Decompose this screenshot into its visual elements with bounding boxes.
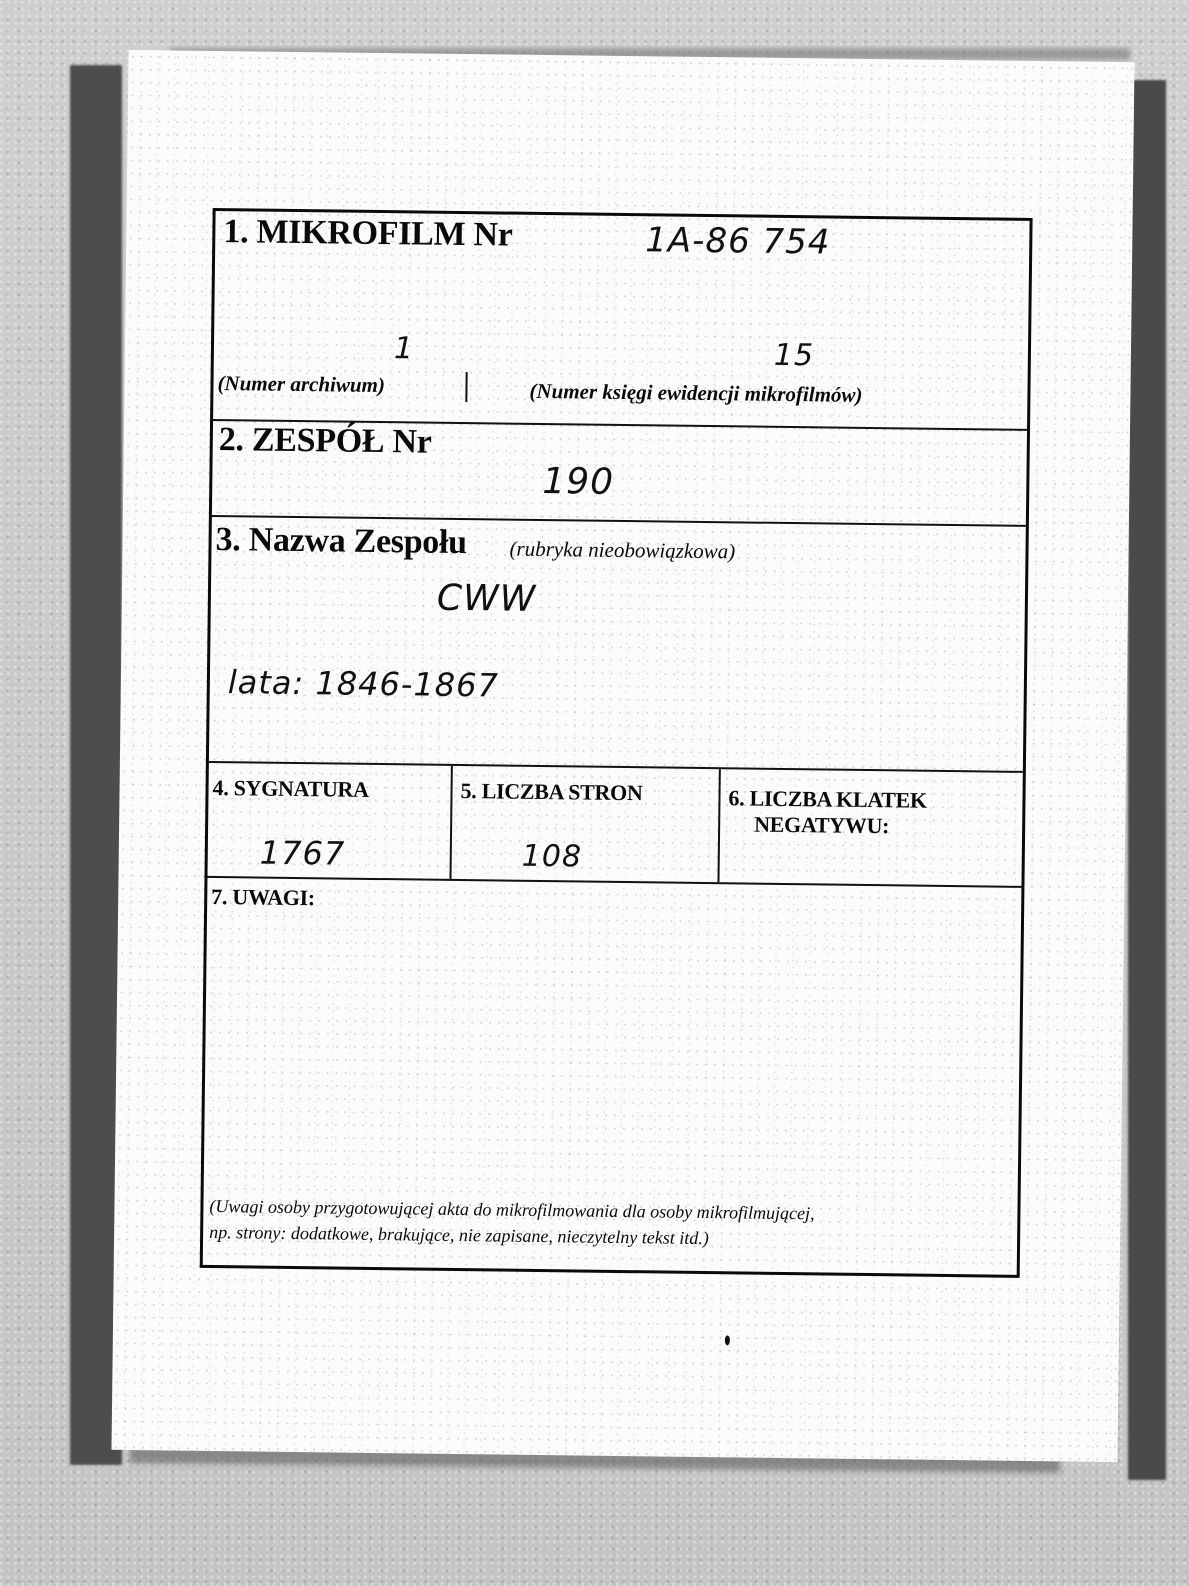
remarks-footnote-line1: (Uwagi osoby przygotowującej akta do mikrofilmowania dla osoby mikrofilmującej, — [209, 1195, 815, 1224]
page-count-label: 5. LICZBA STRON — [460, 778, 643, 806]
section-microfilm-number — [213, 211, 1030, 431]
section-fonds-name — [209, 517, 1026, 773]
section-details-row — [207, 763, 1022, 888]
fonds-name-optional-note: (rubryka nieobowiązkowa) — [509, 536, 736, 564]
fonds-name-value: CWW — [436, 577, 537, 620]
remarks-footnote-line2: np. strony: dodatkowe, brakujące, nie zapisane, nieczytelny tekst itd.) — [209, 1221, 709, 1249]
document-paper — [111, 50, 1134, 1462]
negative-frames-label-line2: NEGATYWU: — [754, 811, 890, 839]
page-count-cell — [449, 766, 718, 882]
archive-number-value: 1 — [393, 331, 415, 367]
microfilm-number-value: 1A-86 754 — [645, 220, 831, 263]
signature-value: 1767 — [259, 833, 346, 873]
section-remarks — [203, 878, 1022, 1275]
scan-shadow-right — [1128, 80, 1166, 1480]
fonds-number-label: 2. ZESPÓŁ Nr — [218, 421, 432, 461]
field-divider — [465, 372, 467, 402]
remarks-label: 7. UWAGI: — [211, 883, 316, 911]
signature-label: 4. SYGNATURA — [212, 774, 369, 802]
page-count-value: 108 — [521, 838, 583, 875]
section-fonds-number — [212, 421, 1027, 527]
register-number-value: 15 — [773, 337, 815, 374]
microfilm-form — [200, 208, 1033, 1278]
negative-frames-label-line1: 6. LICZBA KLATEK — [728, 785, 927, 813]
archive-number-label: (Numer archiwum) — [217, 371, 386, 398]
register-number-label: (Numer księgi ewidencji mikrofilmów) — [529, 378, 863, 407]
signature-cell — [208, 763, 451, 879]
microfilm-number-label: 1. MIKROFILM Nr — [223, 213, 513, 254]
fonds-name-label: 3. Nazwa Zespołu — [215, 521, 467, 562]
fonds-years-value: lata: 1846-1867 — [227, 663, 500, 705]
ink-speck — [725, 1335, 730, 1345]
negative-frames-cell — [717, 769, 1022, 886]
fonds-number-value: 190 — [542, 460, 615, 503]
